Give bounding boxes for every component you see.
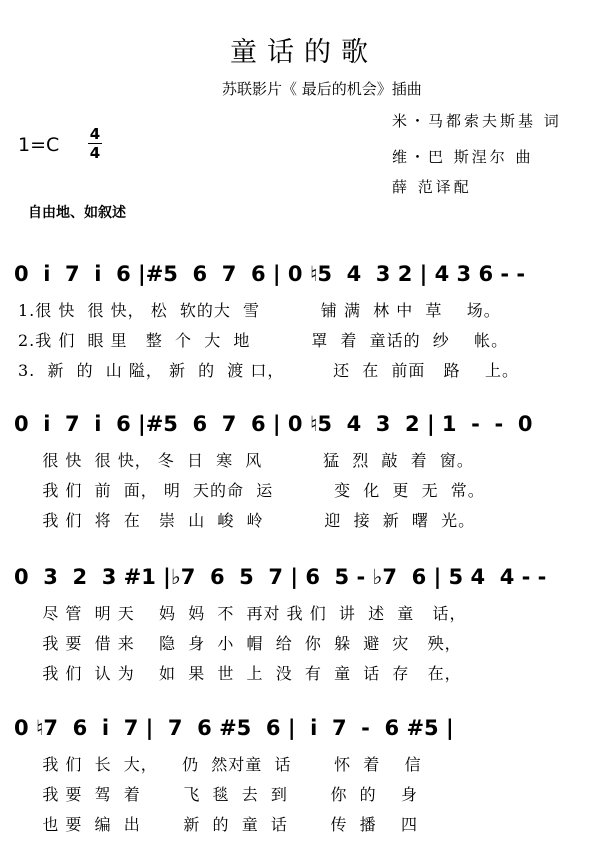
- lyric-verse-1: 尽 管 明 天 妈 妈 不 再对 我 们 讲 述 童 话，: [18, 604, 467, 623]
- lyricist-credit: 米・马都索夫斯基 词: [392, 112, 562, 130]
- notation-line: 0 ♮7 6 i 7 | 7 6 #5 6 | i 7 - 6 #5 |: [14, 716, 454, 740]
- song-title: 童话的歌: [230, 37, 378, 68]
- lyric-verse-1: 很 快 很 快， 冬 日 寒 风 猛 烈 敲 着 窗。: [18, 451, 474, 470]
- lyric-verse-3: 我 们 认 为 如 果 世 上 没 有 童 话 存 在，: [18, 664, 462, 683]
- lyric-verse-2: 我 要 借 来 隐 身 小 帽 给 你 躲 避 灾 殃，: [18, 634, 462, 653]
- lyric-verse-3: 也 要 编 出 新 的 童 话 传 播 四: [18, 815, 419, 834]
- lyric-verse-1: 我 们 长 大， 仍 然对童 话 怀 着 信: [18, 755, 422, 774]
- score-system-3: [0, 565, 608, 715]
- composer-credit: 维・巴 斯涅尔 曲: [392, 148, 534, 166]
- score-system-2: [0, 412, 608, 562]
- time-signature-bottom: 4: [89, 144, 101, 162]
- key-signature: 1=C: [18, 134, 60, 156]
- lyric-verse-2: 2.我 们 眼 里 整 个 大 地 罩 着 童话的 纱 帐。: [18, 331, 509, 350]
- lyric-verse-2: 我 要 驾 着 飞 毯 去 到 你 的 身: [18, 785, 419, 804]
- notation-line: 0 i 7 i 6 |#5 6 7 6 | 0 ♮5 4 3 2 | 4 3 6 - -: [14, 262, 526, 286]
- song-subtitle: 苏联影片《 最后的机会》插曲: [222, 80, 422, 98]
- score-system-1: [0, 262, 608, 412]
- translator-credit: 薛 范译配: [392, 178, 472, 196]
- lyric-verse-2: 我 们 前 面， 明 天的命 运 变 化 更 无 常。: [18, 481, 485, 500]
- notation-line: 0 i 7 i 6 |#5 6 7 6 | 0 ♮5 4 3 2 | 1 - - 0: [14, 412, 533, 436]
- lyric-verse-3: 我 们 将 在 崇 山 峻 岭 迎 接 新 曙 光。: [18, 511, 476, 530]
- lyric-verse-3: 3. 新 的 山 隘， 新 的 渡 口， 还 在 前面 路 上。: [18, 361, 520, 380]
- time-signature-top: 4: [89, 125, 101, 143]
- notation-line: 0 3 2 3 #1 |♭7 6 5 7 | 6 5 - ♭7 6 | 5 4 4 - -: [14, 565, 547, 589]
- tempo-marking: 自由地、如叙述: [28, 205, 126, 221]
- lyric-verse-1: 1.很 快 很 快， 松 软的大 雪 铺 满 林 中 草 场。: [18, 301, 501, 320]
- time-signature: [88, 126, 102, 161]
- score-system-4: [0, 716, 608, 866]
